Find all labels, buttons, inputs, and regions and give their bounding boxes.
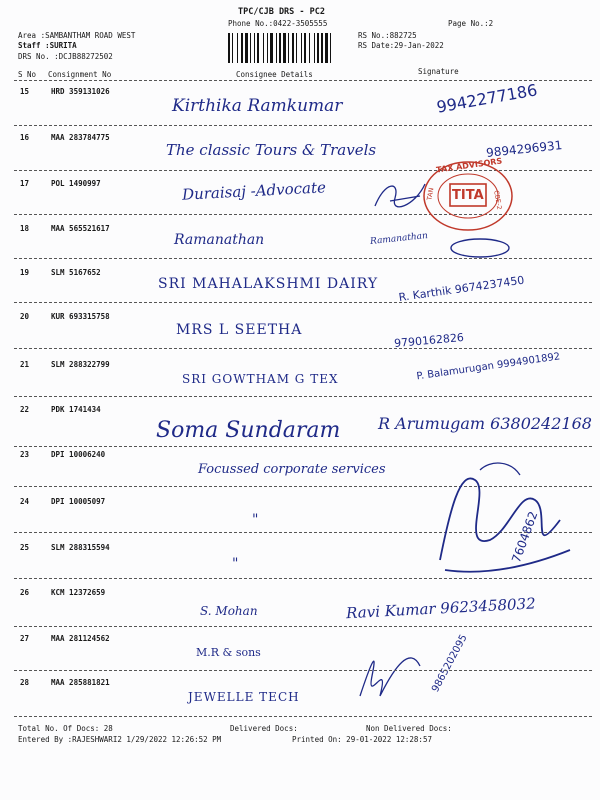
- row-18-signature: Ramanathan: [369, 230, 429, 248]
- row-21-consignee: SRI GOWTHAM G TEX: [182, 372, 339, 386]
- row-22-rule: [14, 446, 592, 447]
- row-27-sno: 27: [20, 634, 30, 643]
- row-26-signature: Ravi Kumar 9623458032: [345, 594, 537, 623]
- row-16-signature: 9894296931: [485, 138, 563, 160]
- row-19-rule: [14, 302, 592, 303]
- row-20-signature: 9790162826: [393, 330, 465, 351]
- col-consignment: Consignment No: [48, 70, 112, 79]
- row-21-sno: 21: [20, 360, 30, 369]
- row-20-consignment: KUR 693315758: [51, 312, 110, 321]
- row-19-signature: R. Karthik 9674237450: [397, 273, 526, 305]
- row-25-consignment: SLM 288315594: [51, 543, 110, 552]
- drs-number: DRS No. :DCJB88272502: [18, 52, 113, 61]
- delivered-docs: Delivered Docs:: [230, 724, 298, 733]
- col-consignee: Consignee Details: [236, 70, 313, 79]
- col-signature: Signature: [418, 67, 459, 76]
- large-signature-scribble: [420, 450, 580, 590]
- row-22-consignment: PDK 1741434: [51, 405, 101, 414]
- rs-date: RS Date:29-Jan-2022: [358, 41, 444, 50]
- row-19-sno: 19: [20, 268, 30, 277]
- row-16-consignee: The classic Tours & Travels: [166, 141, 377, 159]
- row-22-signature: R Arumugam 6380242168: [378, 414, 592, 433]
- row-28-rule: [14, 716, 592, 717]
- row-25-signature: 7604862: [509, 509, 541, 565]
- row-21-signature: P. Balamurugan 9994901892: [415, 351, 561, 383]
- page-number: Page No.:2: [448, 19, 494, 28]
- row-26-rule: [14, 626, 592, 627]
- stamp-left-text: TAN: [425, 187, 436, 201]
- row-28-sno: 28: [20, 678, 30, 687]
- total-docs: Total No. Of Docs: 28: [18, 724, 113, 733]
- row-22-consignee: Soma Sundaram: [156, 418, 341, 443]
- stamp-center-text: TITA: [452, 188, 484, 203]
- entered-by: Entered By :RAJESHWARI2 1/29/2022 12:26:52 PM: [18, 735, 222, 744]
- rs-number: RS No.:882725: [358, 31, 417, 40]
- row-18-oval-mark: [448, 236, 512, 260]
- row-18-consignee: Ramanathan: [174, 232, 265, 248]
- row-16-consignment: MAA 283784775: [51, 133, 110, 142]
- row-20-consignee: MRS L SEETHA: [176, 322, 303, 338]
- row-23-sno: 23: [20, 450, 30, 459]
- row-15-consignee: Kirthika Ramkumar: [172, 96, 343, 116]
- staff-label: Staff :SURITA: [18, 41, 77, 50]
- document-title: TPC/CJB DRS - PC2: [238, 7, 325, 17]
- row-27-consignment: MAA 281124562: [51, 634, 110, 643]
- row-28-consignee: JEWELLE TECH: [188, 690, 300, 704]
- header-rule: [14, 80, 592, 81]
- row-25-sno: 25: [20, 543, 30, 552]
- row-23-consignee: Focussed corporate services: [198, 462, 386, 477]
- row-25-rule: [14, 578, 592, 579]
- row-28-consignment: MAA 285881821: [51, 678, 110, 687]
- stamp-top-text: TAX ADVISORS: [435, 156, 503, 175]
- area-label: Area :SAMBANTHAM ROAD WEST: [18, 31, 136, 40]
- row-19-consignee: SRI MAHALAKSHMI DAIRY: [158, 276, 379, 292]
- row-24-consignment: DPI 10005097: [51, 497, 106, 506]
- row-17-consignee: Duraisaj -Advocate: [181, 178, 327, 204]
- col-sno: S No: [18, 70, 37, 79]
- row-18-consignment: MAA 565521617: [51, 224, 110, 233]
- row-18-rule: [14, 258, 592, 259]
- non-delivered-docs: Non Delivered Docs:: [366, 724, 452, 733]
- row-26-consignment: KCM 12372659: [51, 588, 106, 597]
- row-22-sno: 22: [20, 405, 30, 414]
- row-17-consignment: POL 1490997: [51, 179, 101, 188]
- row-27-signature: 9865202095: [430, 632, 470, 695]
- stamp-right-text: CBE-2: [492, 189, 504, 211]
- row-23-consignment: DPI 10006240: [51, 450, 106, 459]
- row-27-rule: [14, 670, 592, 671]
- row-27-signature-scribble: [350, 636, 430, 706]
- row-15-consignment: HRD 359131026: [51, 87, 110, 96]
- printed-on: Printed On: 29-01-2022 12:28:57: [292, 735, 432, 744]
- row-20-rule: [14, 348, 592, 349]
- row-19-consignment: SLM 5167652: [51, 268, 101, 277]
- row-15-sno: 15: [20, 87, 30, 96]
- row-15-rule: [14, 125, 592, 126]
- row-25-consignee: ": [232, 556, 239, 572]
- row-24-sno: 24: [20, 497, 30, 506]
- row-24-consignee: ": [252, 512, 259, 528]
- row-27-consignee: M.R & sons: [196, 646, 261, 659]
- row-20-sno: 20: [20, 312, 30, 321]
- row-15-signature: 9942277186: [435, 80, 539, 117]
- barcode-image: [227, 33, 351, 63]
- row-16-sno: 16: [20, 133, 30, 142]
- row-17-sno: 17: [20, 179, 30, 188]
- row-26-sno: 26: [20, 588, 30, 597]
- row-18-sno: 18: [20, 224, 30, 233]
- row-26-consignee: S. Mohan: [200, 604, 258, 618]
- phone-number: Phone No.:0422-3505555: [228, 19, 328, 28]
- row-21-consignment: SLM 288322799: [51, 360, 110, 369]
- row-21-rule: [14, 396, 592, 397]
